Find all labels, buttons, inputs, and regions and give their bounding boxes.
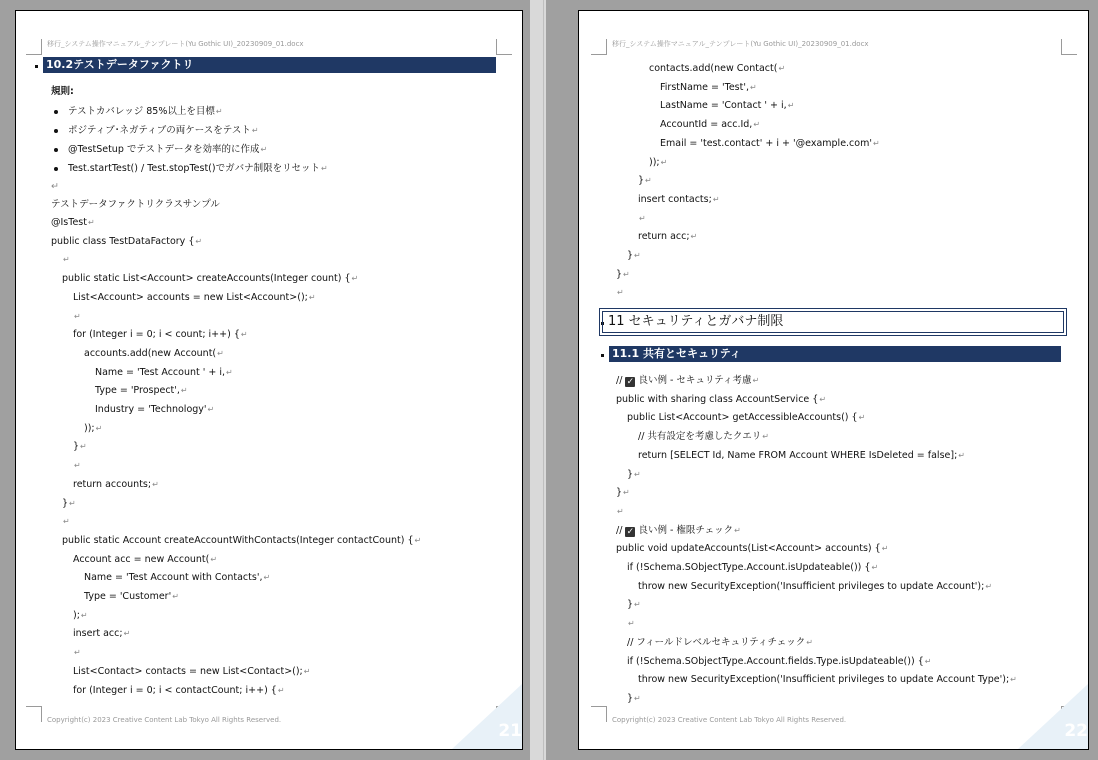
paragraph-mark: ↵	[74, 648, 81, 658]
rule-bullet	[54, 167, 58, 171]
crop-mark-bottom-left	[591, 706, 607, 722]
paragraph-mark: ↵	[69, 498, 76, 508]
paragraph-mark: ↵	[623, 269, 630, 279]
code-line: AccountId = acc.Id,↵	[660, 119, 761, 131]
code-line	[62, 254, 70, 266]
paragraph-mark: ↵	[958, 450, 965, 460]
rules-label: 規則:	[51, 86, 74, 97]
code-line: }↵	[627, 468, 641, 480]
code-line: throw new SecurityException('Insufficient privileges to update Account');↵	[638, 580, 993, 592]
paragraph-mark: ↵	[858, 413, 866, 423]
code-line: Type = 'Customer'↵	[84, 591, 179, 602]
paragraph-mark: ↵	[172, 592, 179, 601]
code-line: Name = 'Test Account ' + i,↵	[95, 366, 233, 378]
page-number-badge	[1018, 684, 1088, 749]
paragraph-mark: ↵	[251, 126, 259, 135]
code-line: for (Integer i = 0; i < contactCount; i++) {↵	[73, 684, 285, 696]
code-line: public class TestDataFactory {↵	[51, 235, 203, 247]
code-line: Industry = 'Technology'↵	[95, 404, 215, 415]
page-number: 21	[498, 721, 522, 741]
paragraph-mark: ↵	[80, 610, 88, 620]
code-line	[73, 647, 81, 659]
document-page-21[interactable]	[15, 10, 523, 750]
paragraph-mark: ↵	[51, 181, 59, 192]
paragraph-mark: ↵	[217, 348, 224, 358]
code-line: public static Account createAccountWithContacts(Integer contactCount) {↵	[62, 534, 422, 546]
code-line: Account acc = new Account(↵	[73, 553, 218, 565]
rule-bullet	[54, 129, 58, 133]
heading-bullet	[35, 65, 38, 68]
rule-bullet	[54, 148, 58, 152]
paragraph-mark: ↵	[778, 64, 786, 73]
code-line: // フィールドレベルセキュリティチェック↵	[627, 636, 813, 648]
code-line	[62, 516, 70, 528]
code-line: if (!Schema.SObjectType.Account.fields.Type.isUpdateable()) {↵	[627, 655, 932, 667]
paragraph-mark: ↵	[152, 479, 159, 489]
paragraph-mark: ↵	[787, 101, 795, 111]
paragraph-mark: ↵	[74, 461, 81, 471]
rule-item: ポジティブ･ネガティブの両ケースをテスト↵	[68, 125, 259, 136]
code-line: Name = 'Test Account with Contacts',↵	[84, 572, 271, 584]
paragraph-mark: ↵	[617, 506, 624, 516]
code-line: List<Contact> contacts = new List<Contact>();↵	[73, 665, 311, 677]
paragraph-mark: ↵	[308, 292, 316, 302]
paragraph-mark: ↵	[924, 656, 932, 666]
gutter-divider	[543, 0, 544, 760]
paragraph-mark: ↵	[806, 637, 813, 647]
paragraph-mark: ↵	[881, 544, 889, 554]
paragraph-mark: ↵	[872, 138, 880, 148]
paragraph-mark: ↵	[749, 82, 757, 92]
code-line	[73, 311, 81, 323]
paragraph-mark: ↵	[63, 255, 70, 265]
page-number-badge	[452, 684, 522, 749]
paragraph-mark: ↵	[351, 274, 359, 284]
paragraph-mark: ↵	[80, 442, 87, 452]
rule-item: テストカバレッジ 85%以上を目標↵	[68, 106, 223, 117]
paragraph-mark: ↵	[123, 629, 131, 639]
section-bullet	[601, 354, 604, 357]
paragraph-mark: ↵	[321, 164, 328, 173]
page-number: 22	[1064, 721, 1088, 741]
paragraph-mark: ↵	[74, 311, 81, 321]
paragraph-mark: ↵	[634, 693, 641, 703]
code-line: Email = 'test.contact' + i + '@example.com'↵	[660, 137, 880, 149]
paragraph-mark: ↵	[634, 251, 641, 260]
crop-mark-top-right	[1061, 39, 1077, 55]
crop-mark-top-right	[496, 39, 512, 55]
code-line: accounts.add(new Account(↵	[84, 347, 224, 359]
paragraph-mark: ↵	[752, 376, 760, 385]
paragraph-mark: ↵	[634, 469, 641, 479]
paragraph-mark: ↵	[639, 213, 646, 223]
code-line: throw new SecurityException('Insufficient privileges to update Account Type');↵	[638, 674, 1017, 686]
paragraph-mark: ↵	[180, 386, 188, 396]
crop-mark-top-left	[26, 39, 42, 55]
code-line	[638, 213, 646, 225]
paragraph-mark: ↵	[734, 525, 741, 535]
code-line: public List<Account> getAccessibleAccounts() {↵	[627, 412, 866, 424]
crop-mark-bottom-left	[26, 706, 42, 722]
paragraph-mark: ↵	[628, 619, 635, 629]
paragraph-mark: ↵	[263, 573, 271, 583]
code-line: public void updateAccounts(List<Account> accounts) {↵	[616, 543, 889, 555]
page-footer: Copyright(c) 2023 Creative Content Lab Tokyo All Rights Reserved.	[47, 716, 282, 724]
code-line: }↵	[627, 692, 641, 704]
paragraph-mark: ↵	[690, 232, 698, 242]
code-line: public with sharing class AccountService {↵	[616, 393, 827, 405]
page-footer: Copyright(c) 2023 Creative Content Lab Tokyo All Rights Reserved.	[612, 716, 847, 724]
paragraph-mark: ↵	[303, 666, 311, 676]
paragraph-mark: ↵	[260, 145, 268, 154]
paragraph-mark: ↵	[226, 367, 233, 377]
code-line	[627, 618, 635, 630]
sample-title: テストデータファクトリクラスサンプル	[51, 199, 220, 210]
section-heading: 10.2テストデータファクトリ	[43, 57, 496, 73]
code-line: // ✓ 良い例 - 権限チェック↵	[616, 524, 741, 537]
check-icon: ✓	[626, 526, 635, 537]
rule-item: @TestSetup でテストデータを効率的に作成↵	[68, 144, 268, 155]
rule-item: Test.startTest() / Test.stopTest()でガバナ制限をリセット↵	[68, 163, 328, 174]
code-line: insert acc;↵	[73, 628, 131, 640]
paragraph-mark: ↵	[87, 218, 95, 227]
paragraph-mark: ↵	[871, 563, 879, 572]
paragraph-mark: ↵	[623, 488, 630, 498]
code-line: ));↵	[649, 156, 668, 168]
crop-mark-top-left	[591, 39, 607, 55]
paragraph-mark: ↵	[210, 554, 218, 564]
paragraph-mark: ↵	[985, 581, 993, 591]
page-header: 移行_システム操作マニュアル_テンプレート(Yu Gothic UI)_20230909_01.docx	[47, 40, 304, 48]
code-line: public static List<Account> createAccounts(Integer count) {↵	[62, 273, 359, 285]
code-line: FirstName = 'Test',↵	[660, 81, 757, 93]
code-line: );↵	[73, 609, 88, 621]
paragraph-mark: ↵	[95, 423, 103, 433]
code-line: Type = 'Prospect',↵	[95, 385, 188, 397]
code-line: ));↵	[84, 422, 103, 434]
paragraph-mark: ↵	[207, 405, 215, 414]
code-line: return accounts;↵	[73, 478, 159, 490]
code-line	[616, 287, 624, 299]
code-line: }↵	[73, 441, 87, 453]
code-line: }↵	[627, 599, 641, 611]
paragraph-mark: ↵	[753, 120, 761, 130]
paragraph-mark: ↵	[712, 194, 720, 204]
paragraph-mark: ↵	[277, 685, 285, 695]
code-line: }↵	[616, 487, 630, 499]
code-line: // ✓ 良い例 - セキュリティ考慮↵	[616, 375, 760, 387]
code-line	[73, 460, 81, 472]
code-line: }↵	[62, 497, 76, 509]
code-line: return acc;↵	[638, 231, 698, 243]
code-line: if (!Schema.SObjectType.Account.isUpdateable()) {↵	[627, 562, 879, 573]
paragraph-mark: ↵	[215, 107, 223, 116]
paragraph-mark: ↵	[63, 517, 70, 527]
rule-bullet	[54, 110, 58, 114]
paragraph-mark: ↵	[660, 157, 668, 167]
code-line: // 共有設定を考慮したクエリ↵	[638, 431, 769, 443]
section-heading: 11.1 共有とセキュリティ	[609, 346, 1061, 362]
paragraph-mark: ↵	[240, 330, 248, 340]
code-line: contacts.add(new Contact(↵	[649, 63, 786, 74]
paragraph-mark: ↵	[1010, 675, 1017, 685]
paragraph-mark: ↵	[634, 600, 641, 610]
code-line: LastName = 'Contact ' + i,↵	[660, 100, 795, 112]
paragraph-mark: ↵	[195, 236, 203, 246]
check-icon: ✓	[626, 377, 635, 387]
code-line: insert contacts;↵	[638, 193, 720, 205]
code-line: List<Account> accounts = new List<Account>();↵	[73, 291, 316, 303]
code-line: @IsTest↵	[51, 217, 95, 228]
paragraph-mark: ↵	[617, 288, 624, 298]
paragraph-mark: ↵	[762, 432, 769, 442]
code-line: for (Integer i = 0; i < count; i++) {↵	[73, 329, 248, 341]
code-line: }↵	[638, 175, 652, 187]
page-header: 移行_システム操作マニュアル_テンプレート(Yu Gothic UI)_20230909_01.docx	[612, 40, 869, 48]
chapter-heading: 11 セキュリティとガバナ制限	[602, 311, 1064, 333]
code-line: }↵	[616, 268, 630, 280]
paragraph-mark: ↵	[819, 394, 827, 404]
code-line: }↵	[627, 250, 641, 261]
paragraph-mark: ↵	[414, 535, 422, 545]
code-line: return [SELECT Id, Name FROM Account WHERE IsDeleted = false];↵	[638, 449, 965, 461]
code-line	[616, 506, 624, 518]
document-page-22[interactable]	[578, 10, 1089, 750]
paragraph-mark: ↵	[645, 176, 652, 186]
